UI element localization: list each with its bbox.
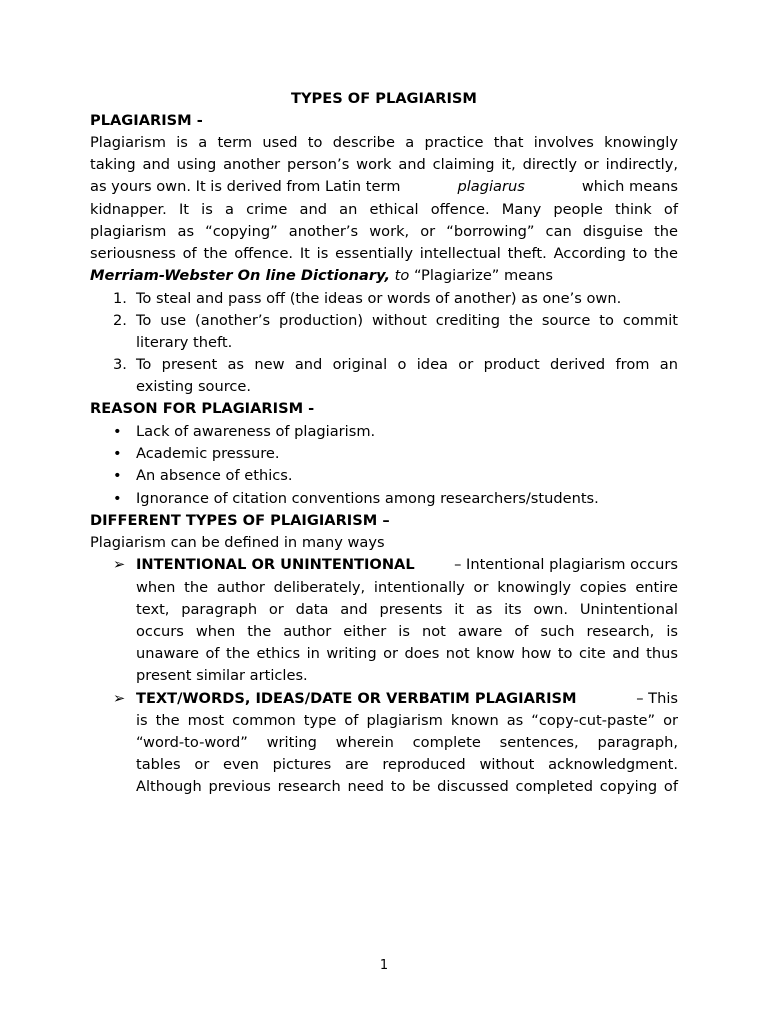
type-name: TEXT/WORDS, IDEAS/DATE OR VERBATIM PLAGIARISM <box>136 690 577 707</box>
type-item-heading <box>136 688 678 710</box>
dictionary-means: “Plagiarize” means <box>413 267 553 284</box>
type-item-line: occurs when the author either is not aware of such research, is <box>136 623 678 640</box>
type-description: – Intentional plagiarism occurs <box>454 556 678 573</box>
list-number: 2. <box>113 312 127 329</box>
paragraph-line: seriousness of the offence. It is essentially intellectual theft. According to the <box>90 245 678 262</box>
list-item-continuation: literary theft. <box>136 334 233 351</box>
paragraph-line: taking and using another person’s work and claiming it, directly or indirectly, <box>90 156 678 173</box>
dictionary-name: Merriam-Webster On line Dictionary, <box>90 267 390 284</box>
list-item: To present as new and original o idea or product derived from an <box>136 356 678 373</box>
bullet-icon: • <box>113 445 122 462</box>
section-heading-reason: REASON FOR PLAGIARISM - <box>90 400 315 417</box>
list-number: 1. <box>113 290 127 307</box>
list-number: 3. <box>113 356 127 373</box>
bullet-item: Ignorance of citation conventions among researchers/students. <box>136 490 599 507</box>
paragraph-line: plagiarism as “copying” another’s work, or “borrowing” can disguise the <box>90 223 678 240</box>
paragraph-text: which means <box>581 178 678 195</box>
section-intro: Plagiarism can be defined in many ways <box>90 534 385 551</box>
type-item-line: unaware of the ethics in writing or does not know how to cite and thus <box>136 645 678 662</box>
arrow-bullet-icon: ➢ <box>113 690 126 707</box>
document-title: TYPES OF PLAGIARISM <box>291 90 477 107</box>
type-item-line: is the most common type of plagiarism known as “copy-cut-paste” or <box>136 712 678 729</box>
type-description: – This <box>636 690 678 707</box>
latin-term: plagiarus <box>457 178 525 195</box>
page-number: 1 <box>379 958 389 973</box>
paragraph-line: kidnapper. It is a crime and an ethical offence. Many people think of <box>90 201 678 218</box>
list-item-continuation: existing source. <box>136 378 252 395</box>
dictionary-reference <box>90 265 553 287</box>
paragraph-text: as yours own. It is derived from Latin term <box>90 178 401 195</box>
section-heading-types: DIFFERENT TYPES OF PLAIGIARISM – <box>90 512 390 529</box>
bullet-icon: • <box>113 423 122 440</box>
type-name: INTENTIONAL OR UNINTENTIONAL <box>136 556 415 573</box>
paragraph-line <box>90 176 678 198</box>
bullet-icon: • <box>113 467 122 484</box>
bullet-item: Lack of awareness of plagiarism. <box>136 423 376 440</box>
type-item-line: tables or even pictures are reproduced without acknowledgment. <box>136 756 678 773</box>
section-heading-plagiarism: PLAGIARISM - <box>90 112 203 129</box>
type-item-line: Although previous research need to be discussed completed copying of <box>136 778 678 795</box>
type-item-line: “word-to-word” writing wherein complete sentences, paragraph, <box>136 734 678 751</box>
paragraph-line: Plagiarism is a term used to describe a practice that involves knowingly <box>90 134 678 151</box>
type-item-line: when the author deliberately, intentionally or knowingly copies entire <box>136 579 678 596</box>
bullet-item: An absence of ethics. <box>136 467 293 484</box>
list-item: To steal and pass off (the ideas or words of another) as one’s own. <box>136 290 622 307</box>
type-item-line: present similar articles. <box>136 667 308 684</box>
arrow-bullet-icon: ➢ <box>113 556 126 573</box>
list-item: To use (another’s production) without crediting the source to commit <box>136 312 678 329</box>
bullet-item: Academic pressure. <box>136 445 280 462</box>
type-item-line: text, paragraph or data and presents it as its own. Unintentional <box>136 601 678 618</box>
dictionary-to: to <box>394 267 410 284</box>
bullet-icon: • <box>113 490 122 507</box>
type-item-heading <box>136 554 678 576</box>
